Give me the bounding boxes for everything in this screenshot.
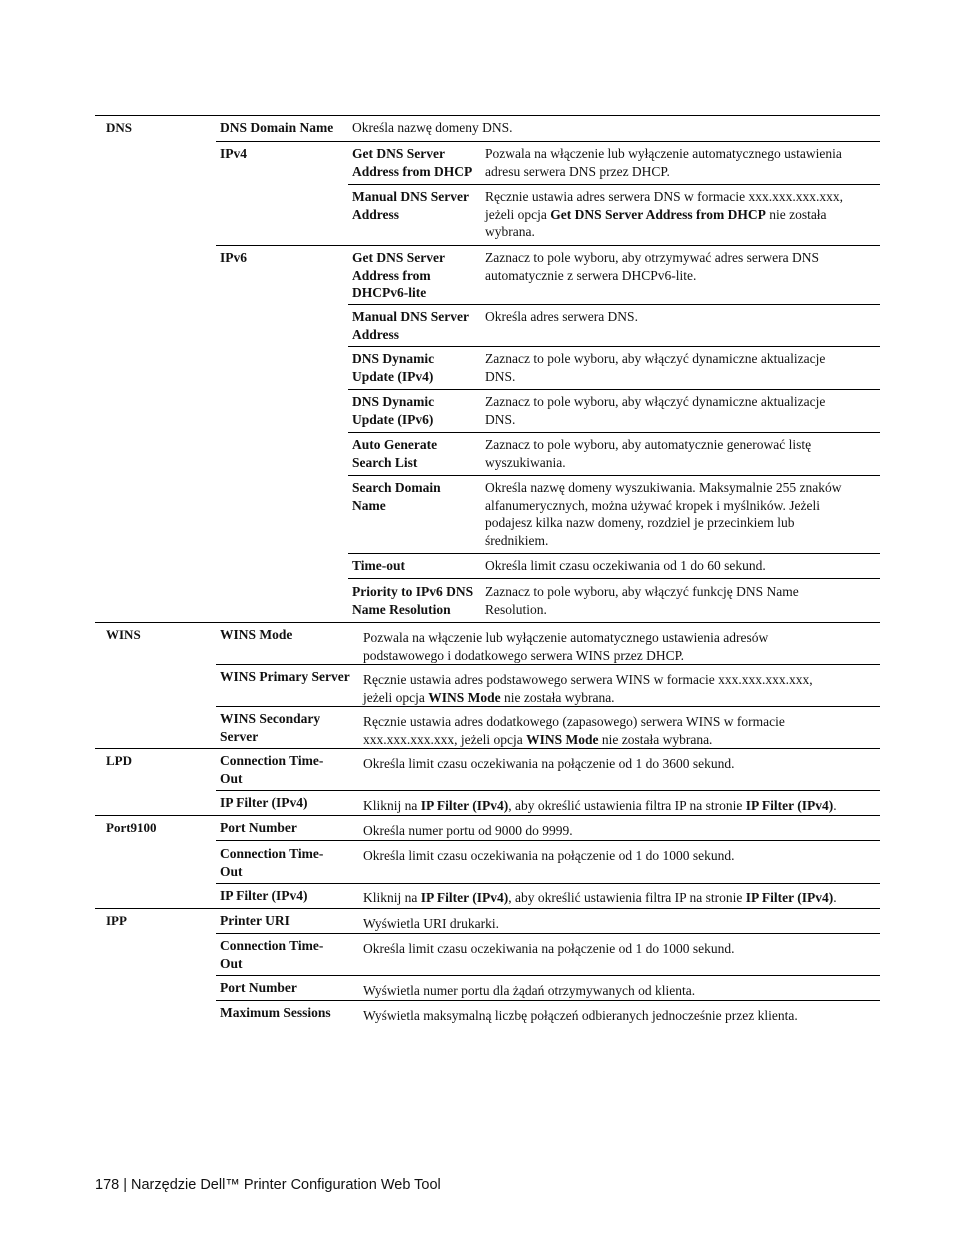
ipp-port-desc: Wyświetla numer portu dla żądań otrzymywanych od klienta. [363,983,696,998]
ipp-port-label: Port Number [220,980,297,995]
get-dns-server-ipv6-desc: Zaznacz to pole wyboru, aby otrzymywać adres serwera DNS automatycznie z serwera DHCPv6-lite. [485,250,819,283]
wins-primary-label: WINS Primary Server [220,669,350,684]
dns-dynamic-ipv6-desc: Zaznacz to pole wyboru, aby włączyć dynamiczne aktualizacje DNS. [485,394,826,427]
port9100-port-desc: Określa numer portu od 9000 do 9999. [363,823,573,838]
priority-ipv6-dns-desc: Zaznacz to pole wyboru, aby włączyć funkcję DNS Name Resolution. [485,584,799,617]
section-divider [95,815,880,816]
get-dns-server-ipv4-label: Get DNS Server Address from DHCP [352,146,473,179]
category-lpd: LPD [106,753,132,768]
wins-mode-desc: Pozwala na włączenie lub wyłączenie automatycznego ustawienia adresów podstawowego i dodatkowego serwera WINS przez DHCP. [363,630,769,663]
ipp-printer-uri-label: Printer URI [220,913,290,928]
ip-filter-page-link[interactable]: IP Filter (IPv4) [745,890,834,905]
ip-filter-link[interactable]: IP Filter (IPv4) [420,798,509,813]
row-divider [216,933,880,934]
row-divider [216,664,880,665]
ipv4-label: IPv4 [220,146,247,161]
ipp-max-sessions-desc: Wyświetla maksymalną liczbę połączeń odbieranych jednocześnie przez klienta. [363,1008,798,1023]
port9100-ip-filter-desc: Kliknij na IP Filter (IPv4), aby określić ustawienia filtra IP na stronie IP Filter (IPv4). [363,890,837,905]
row-divider [216,790,880,791]
category-dns: DNS [106,120,133,135]
port9100-timeout-desc: Określa limit czasu oczekiwania na połączenie od 1 do 1000 sekund. [363,848,735,863]
timeout-desc: Określa limit czasu oczekiwania od 1 do 60 sekund. [485,558,766,573]
dns-domain-name-label: DNS Domain Name [220,120,334,135]
page-footer: 178 | Narzędzie Dell™ Printer Configuration Web Tool [95,1177,441,1193]
lpd-ip-filter-desc: Kliknij na IP Filter (IPv4), aby określić ustawienia filtra IP na stronie IP Filter (IPv4). [363,798,837,813]
wins-secondary-label: WINS Secondary Server [220,711,321,744]
ipp-max-sessions-label: Maximum Sessions [220,1005,331,1020]
get-dns-server-ipv6-label: Get DNS Server Address from DHCPv6-lite [352,250,445,300]
table-top-border [95,115,880,116]
get-dns-server-ipv4-desc: Pozwala na włączenie lub wyłączenie automatycznego ustawienia adresu serwera DNS przez DHCP. [485,146,842,179]
row-divider [216,1000,880,1001]
row-divider [348,475,880,476]
auto-generate-search-list-desc: Zaznacz to pole wyboru, aby automatycznie generować listę wyszukiwania. [485,437,812,470]
port9100-timeout-label: Connection Time- Out [220,846,324,879]
category-wins: WINS [106,627,141,642]
wins-mode-label: WINS Mode [220,627,293,642]
lpd-ip-filter-label: IP Filter (IPv4) [220,795,308,810]
port9100-port-label: Port Number [220,820,297,835]
category-port9100: Port9100 [106,820,157,835]
timeout-label: Time-out [352,558,405,573]
row-divider [348,184,880,185]
ipv6-label: IPv6 [220,250,247,265]
row-divider [348,578,880,579]
row-divider [348,389,880,390]
ip-filter-page-link[interactable]: IP Filter (IPv4) [745,798,834,813]
dns-dynamic-ipv4-label: DNS Dynamic Update (IPv4) [352,351,435,384]
section-divider [95,748,880,749]
manual-dns-server-ipv4-label: Manual DNS Server Address [352,189,469,222]
wins-secondary-desc: Ręcznie ustawia adres dodatkowego (zapasowego) serwera WINS w formacie xxx.xxx.xxx.xxx, jeżeli opcja WINS Mode nie została wybrana. [363,714,785,747]
ipp-timeout-label: Connection Time- Out [220,938,324,971]
row-divider [216,141,880,142]
row-divider [348,432,880,433]
lpd-timeout-label: Connection Time- Out [220,753,324,786]
manual-dns-server-ipv4-desc: Ręcznie ustawia adres serwera DNS w formacie xxx.xxx.xxx.xxx, jeżeli opcja Get DNS Server Address from DHCP nie została wybrana. [485,189,844,239]
ipp-timeout-desc: Określa limit czasu oczekiwania na połączenie od 1 do 1000 sekund. [363,941,735,956]
section-divider [95,622,880,623]
row-divider [216,840,880,841]
row-divider [216,245,880,246]
search-domain-name-label: Search Domain Name [352,480,441,513]
auto-generate-search-list-label: Auto Generate Search List [352,437,438,470]
category-ipp: IPP [106,913,127,928]
port9100-ip-filter-label: IP Filter (IPv4) [220,888,308,903]
ip-filter-link[interactable]: IP Filter (IPv4) [420,890,509,905]
dns-domain-name-desc: Określa nazwę domeny DNS. [352,120,513,135]
manual-dns-server-ipv6-desc: Określa adres serwera DNS. [485,309,638,324]
row-divider [348,304,880,305]
dns-dynamic-ipv4-desc: Zaznacz to pole wyboru, aby włączyć dynamiczne aktualizacje DNS. [485,351,826,384]
lpd-timeout-desc: Określa limit czasu oczekiwania na połączenie od 1 do 3600 sekund. [363,756,735,771]
row-divider [216,975,880,976]
priority-ipv6-dns-label: Priority to IPv6 DNS Name Resolution [352,584,474,617]
search-domain-name-desc: Określa nazwę domeny wyszukiwania. Maksymalnie 255 znaków alfanumerycznych, można używać kropek i myślników. Jeżeli podajesz kilka nazw domeny, rozdziel je przecinkiem lub średnikiem. [485,480,842,548]
row-divider [348,346,880,347]
ipp-printer-uri-desc: Wyświetla URI drukarki. [363,916,500,931]
row-divider [216,706,880,707]
manual-dns-server-ipv6-label: Manual DNS Server Address [352,309,469,342]
dns-dynamic-ipv6-label: DNS Dynamic Update (IPv6) [352,394,435,427]
row-divider [216,883,880,884]
row-divider [348,553,880,554]
wins-primary-desc: Ręcznie ustawia adres podstawowego serwera WINS w formacie xxx.xxx.xxx.xxx, jeżeli opcja WINS Mode nie została wybrana. [363,672,813,705]
section-divider [95,908,880,909]
